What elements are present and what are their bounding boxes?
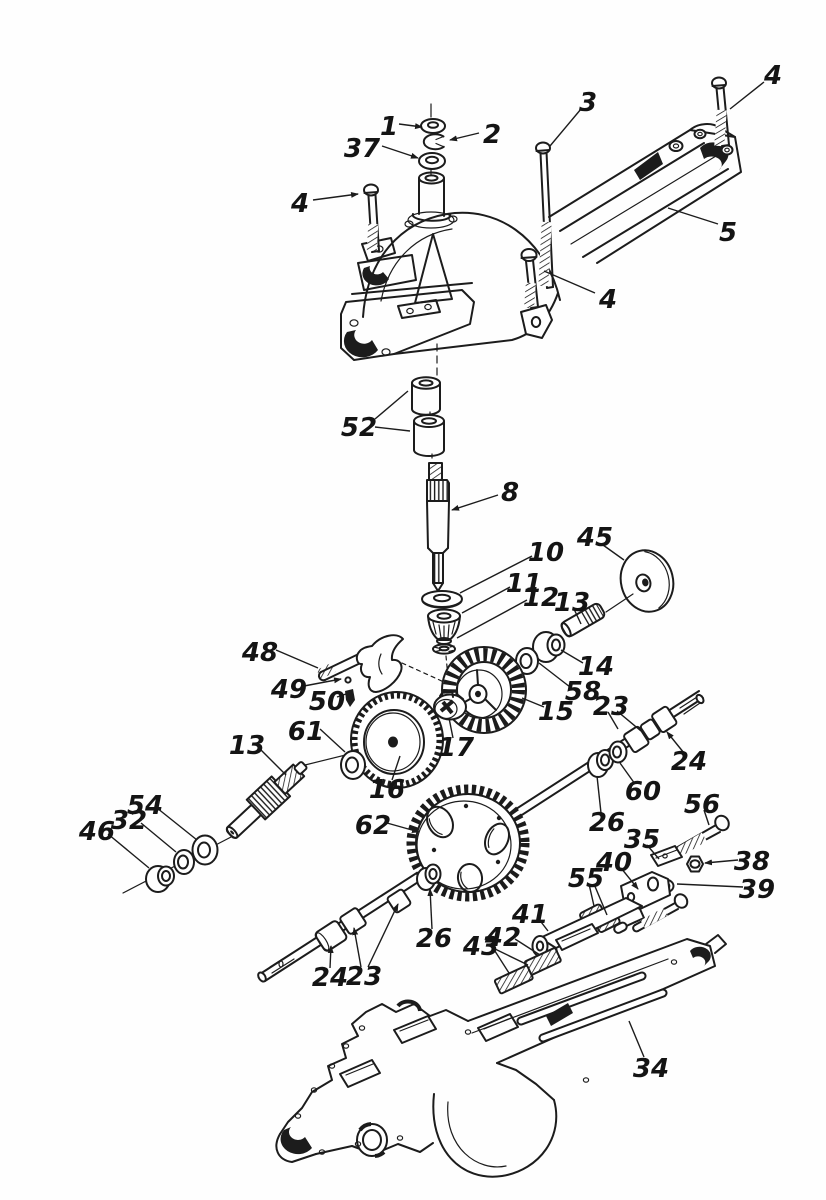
leader-line-52 (375, 391, 408, 419)
part-15-bevel-gear (442, 647, 526, 733)
part-label-24: 24 (311, 963, 349, 994)
part-8-shaft (427, 463, 449, 591)
part-46-bushing (146, 866, 174, 892)
leader-line-4 (313, 194, 358, 200)
part-label-23: 23 (345, 962, 383, 993)
part-label-58: 58 (564, 677, 602, 708)
part-label-43: 43 (462, 932, 500, 963)
part-16-gear-disc (351, 692, 443, 788)
part-label-4: 4 (598, 285, 618, 316)
part-label-60: 60 (624, 777, 662, 808)
leader-line-39 (677, 884, 743, 887)
part-label-37: 37 (343, 134, 381, 165)
part-43-key (494, 965, 533, 994)
part-label-26: 26 (415, 924, 453, 955)
part-32-washer (174, 850, 194, 874)
leader-line-23 (368, 904, 398, 967)
part-50-detent (345, 689, 355, 707)
part-shift-fork (357, 635, 403, 692)
leader-line-52 (375, 427, 410, 431)
part-label-52: 52 (340, 413, 378, 444)
part-label-1: 1 (379, 112, 399, 143)
part-49-pin (345, 677, 350, 682)
leader-line-34 (629, 1021, 644, 1057)
leader-line-26 (430, 889, 432, 929)
leader-line-2 (450, 133, 479, 140)
leader-line-1 (399, 124, 422, 127)
part-label-55: 55 (567, 864, 605, 895)
part-label-42: 42 (484, 923, 522, 954)
part-52-bushings (412, 377, 444, 461)
leader-line-11 (462, 587, 510, 613)
part-60-washer (610, 742, 627, 763)
part-label-11: 11 (505, 569, 543, 600)
part-label-13: 13 (228, 731, 266, 762)
part-23-collar-mid (387, 889, 412, 914)
part-label-40: 40 (595, 848, 633, 879)
part-label-34: 34 (632, 1054, 670, 1085)
part-label-54: 54 (126, 791, 164, 822)
part-label-26: 26 (588, 808, 626, 839)
part-label-14: 14 (577, 652, 615, 683)
part-label-32: 32 (110, 806, 148, 837)
part-label-8: 8 (500, 478, 520, 509)
part-label-13: 13 (553, 588, 591, 619)
part-13-input-shaft (220, 755, 313, 844)
part-38-nut (687, 857, 703, 872)
part-label-16: 16 (368, 775, 406, 806)
part-label-38: 38 (733, 847, 771, 878)
part-label-45: 45 (576, 523, 614, 554)
part-label-3: 3 (578, 88, 598, 119)
part-label-17: 17 (437, 733, 475, 764)
part-10-washer (422, 591, 462, 608)
bolt-3 (536, 143, 553, 289)
part-label-12: 12 (522, 583, 560, 614)
part-label-4: 4 (763, 61, 783, 92)
leader-line-48 (276, 650, 318, 668)
leader-line-3 (550, 109, 581, 146)
leader-line-4 (730, 82, 764, 109)
leader-line-5 (668, 208, 718, 224)
part-2-retaining-ring (424, 134, 444, 149)
part-label-15: 15 (537, 697, 575, 728)
part-61-washer (341, 751, 365, 779)
part-label-56: 56 (683, 790, 721, 821)
leader-line-12 (457, 600, 527, 638)
part-label-10: 10 (527, 538, 565, 569)
part-label-61: 61 (287, 717, 325, 748)
part-label-23: 23 (592, 692, 630, 723)
part-label-24: 24 (670, 747, 708, 778)
part-label-48: 48 (241, 638, 279, 669)
part-label-35: 35 (623, 825, 661, 856)
leader-line-4 (544, 271, 595, 293)
part-11-pinion (428, 610, 460, 645)
part-label-2: 2 (482, 120, 502, 151)
part-label-4: 4 (290, 189, 310, 220)
part-label-49: 49 (270, 675, 308, 706)
leader-line-37 (382, 146, 418, 158)
part-label-62: 62 (354, 811, 392, 842)
bolt-4-dome (522, 249, 539, 308)
part-label-39: 39 (738, 875, 776, 906)
leader-line-8 (452, 495, 498, 510)
callout-layer (78, 61, 782, 1084)
part-label-5: 5 (718, 218, 738, 249)
part-label-41: 41 (511, 900, 549, 931)
part-label-50: 50 (308, 687, 346, 718)
part-label-46: 46 (78, 817, 116, 848)
part-1-washer (421, 104, 445, 133)
